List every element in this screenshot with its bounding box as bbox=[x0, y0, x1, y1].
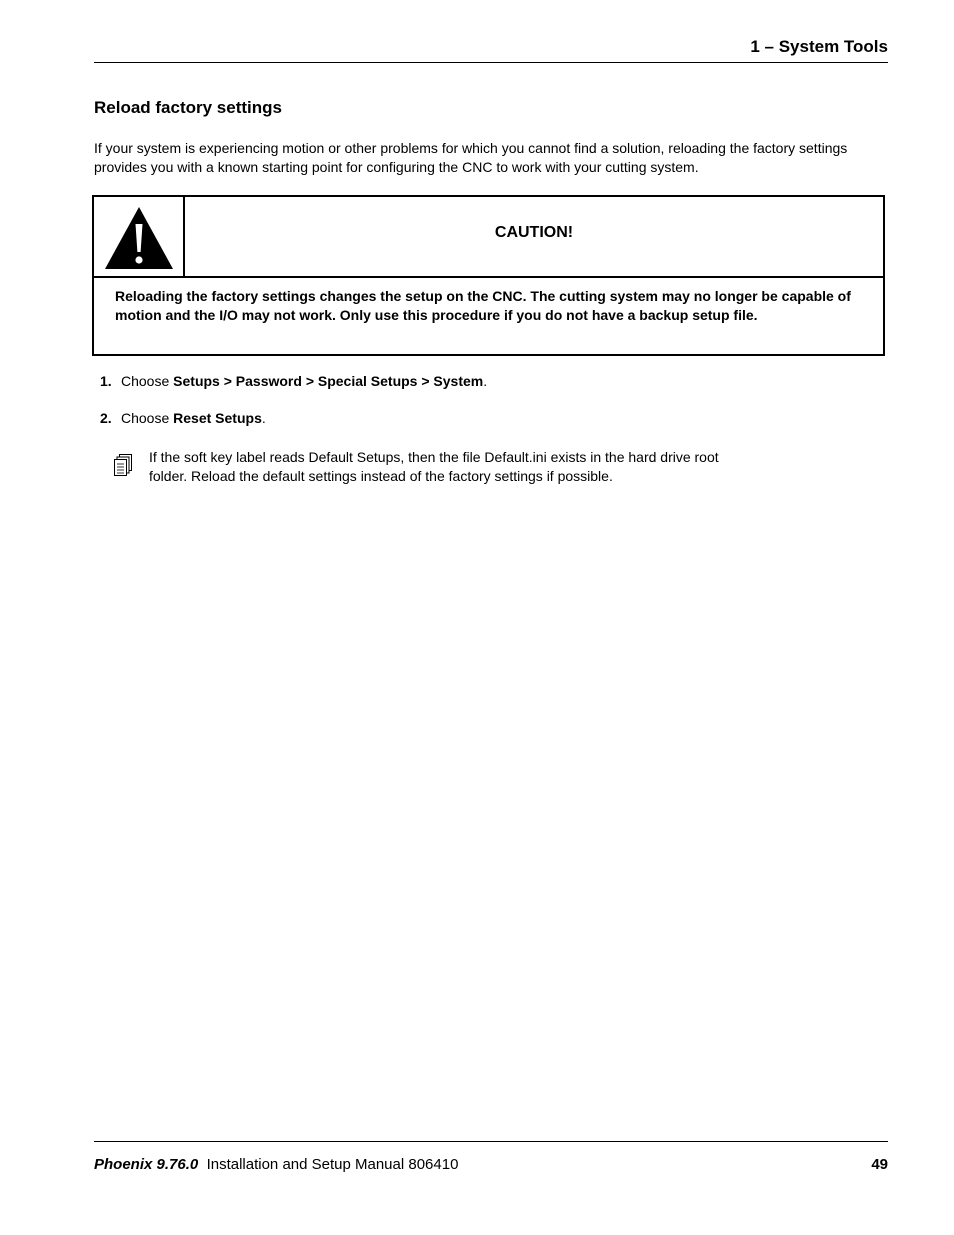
intro-paragraph: If your system is experiencing motion or other problems for which you cannot find a solution, reloading the factory settings provides you with a known starting point for configuring the CNC to work with your cutting system. bbox=[94, 140, 848, 175]
caution-box bbox=[92, 195, 885, 356]
footer-product: Phoenix 9.76.0 bbox=[94, 1156, 199, 1173]
footer-manual: Installation and Setup Manual 806410 bbox=[206, 1156, 459, 1173]
caution-text: Reloading the factory settings changes the setup on the CNC. The cutting system may no longer be capable of motion and the I/O may not work. Only use this procedure if you do not have a backup setup file. bbox=[115, 288, 851, 323]
section-title: Reload factory settings bbox=[94, 98, 282, 117]
caution-icon-cell bbox=[94, 197, 185, 276]
step-prefix: Choose bbox=[121, 410, 174, 426]
footer-rule bbox=[94, 1141, 888, 1142]
step-2 bbox=[100, 410, 266, 426]
running-head: 1 – System Tools bbox=[750, 37, 888, 56]
warning-triangle-icon bbox=[103, 205, 175, 271]
step-number: 2. bbox=[100, 410, 112, 426]
step-number: 1. bbox=[100, 373, 112, 389]
header-rule bbox=[94, 62, 888, 63]
footer-title bbox=[94, 1156, 458, 1173]
note-pages-icon bbox=[112, 453, 134, 484]
step-suffix: . bbox=[261, 410, 266, 426]
caution-header-row bbox=[94, 197, 883, 278]
step-menu-path: Reset Setups bbox=[173, 410, 262, 426]
step-suffix: . bbox=[483, 373, 488, 389]
note-text: If the soft key label reads Default Setups, then the file Default.ini exists in the hard drive root folder. Reload the default settings instead of the factory settings if possible. bbox=[149, 449, 719, 484]
step-1 bbox=[100, 373, 487, 389]
page-number: 49 bbox=[871, 1156, 888, 1173]
step-prefix: Choose bbox=[121, 373, 174, 389]
caution-title: CAUTION! bbox=[494, 224, 574, 241]
step-menu-path: Setups > Password > Special Setups > System bbox=[173, 373, 484, 389]
